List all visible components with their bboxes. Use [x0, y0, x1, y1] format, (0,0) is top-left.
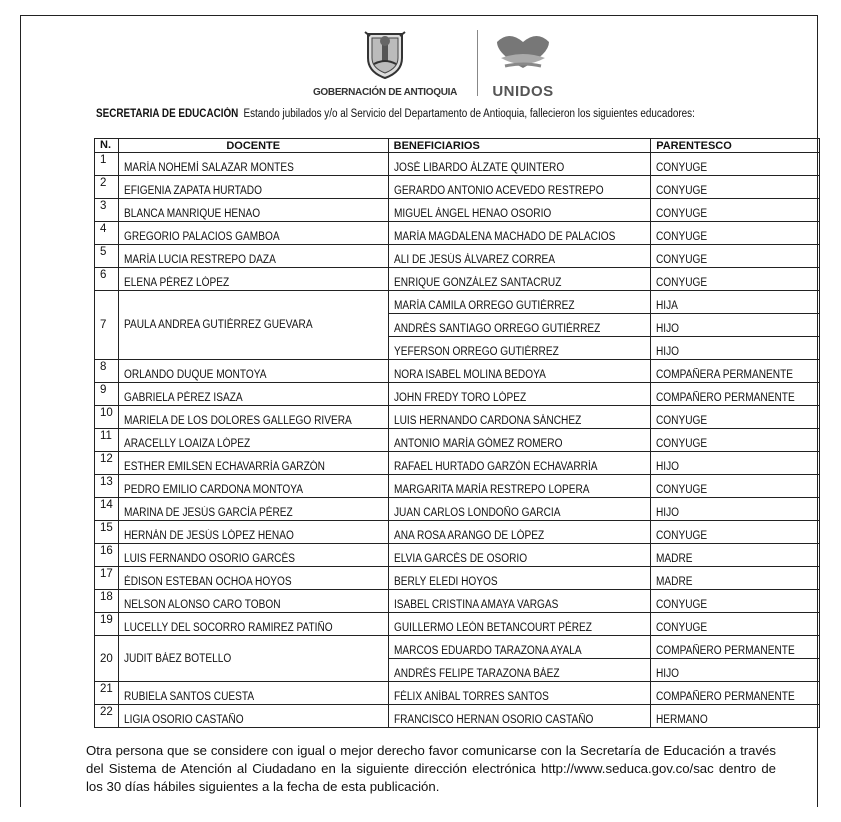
docente-name: MARÍA NOHEMÍ SALAZAR MONTES: [123, 162, 294, 174]
beneficiario-name: ELVIA GARCÉS DE OSORIO: [393, 553, 527, 565]
beneficiario-name: MARGARITA MARÍA RESTREPO LOPERA: [393, 484, 590, 496]
docente-cell: [118, 544, 388, 567]
parentesco-cell: [651, 383, 820, 406]
beneficiario-name: ENRIQUE GONZÁLEZ SANTACRUZ: [393, 277, 562, 289]
parentesco-value: HIJO: [656, 323, 680, 335]
beneficiario-name: ANA ROSA ARANGO DE LÓPEZ: [393, 530, 544, 542]
docente-name: NELSON ALONSO CARO TOBON: [123, 599, 281, 611]
parentesco-cell: [651, 222, 820, 245]
docente-cell: [118, 636, 388, 682]
beneficiario-cell: [388, 406, 651, 429]
docente-cell: [118, 498, 388, 521]
docente-cell: [118, 383, 388, 406]
parentesco-cell: [651, 613, 820, 636]
docente-name: GABRIELA PÉREZ ISAZA: [123, 392, 243, 404]
beneficiario-cell: [388, 705, 651, 728]
notice-heading: [96, 108, 695, 120]
table-row: [95, 452, 820, 475]
beneficiario-name: YEFERSON ORREGO GUTIÉRREZ: [393, 346, 559, 358]
beneficiario-cell: [388, 222, 651, 245]
beneficiario-cell: [388, 176, 651, 199]
row-number: 21: [95, 682, 119, 705]
row-number: 18: [95, 590, 119, 613]
docente-name: RUBIELA SANTOS CUESTA: [123, 691, 254, 703]
parentesco-cell: [651, 498, 820, 521]
row-number: 1: [95, 153, 119, 176]
parentesco-value: CONYUGE: [656, 185, 708, 197]
beneficiario-cell: [388, 268, 651, 291]
row-number: 4: [95, 222, 119, 245]
unidos-logo: [486, 28, 560, 100]
docente-name: GREGORIO PALACIOS GAMBOA: [123, 231, 280, 243]
parentesco-value: CONYUGE: [656, 162, 708, 174]
parentesco-value: MADRE: [656, 553, 693, 565]
beneficiario-cell: [388, 153, 651, 176]
parentesco-value: CONYUGE: [656, 599, 708, 611]
docente-cell: [118, 245, 388, 268]
docente-cell: [118, 567, 388, 590]
table-row: [95, 682, 820, 705]
table-row: [95, 429, 820, 452]
docente-name: MARINA DE JESÚS GARCÍA PÉREZ: [123, 507, 293, 519]
beneficiario-cell: [388, 659, 651, 682]
beneficiario-cell: [388, 521, 651, 544]
beneficiario-cell: [388, 360, 651, 383]
table-header-row: [95, 139, 820, 153]
table-row: [95, 498, 820, 521]
table-row: [95, 291, 820, 314]
row-number: 12: [95, 452, 119, 475]
docente-name: ELENA PÉREZ LÓPEZ: [123, 277, 229, 289]
beneficiario-cell: [388, 337, 651, 360]
table-row: [95, 199, 820, 222]
beneficiario-name: MARCOS EDUARDO TARAZONA AYALA: [393, 645, 582, 657]
docente-cell: [118, 705, 388, 728]
beneficiario-name: BERLY ELEDI HOYOS: [393, 576, 498, 588]
row-number: 11: [95, 429, 119, 452]
row-number: 16: [95, 544, 119, 567]
parentesco-value: HIJO: [656, 507, 680, 519]
table-row: [95, 590, 820, 613]
beneficiario-name: FRANCISCO HERNAN OSORIO CASTAÑO: [393, 714, 594, 726]
table-row: [95, 613, 820, 636]
row-number: 20: [95, 636, 119, 682]
table-row: [95, 544, 820, 567]
docente-cell: [118, 360, 388, 383]
parentesco-value: HIJO: [656, 346, 680, 358]
parentesco-value: CONYUGE: [656, 484, 708, 496]
parentesco-cell: [651, 199, 820, 222]
table-row: [95, 360, 820, 383]
parentesco-cell: [651, 636, 820, 659]
docente-name: ORLANDO DUQUE MONTOYA: [123, 369, 267, 381]
docente-cell: [118, 291, 388, 360]
parentesco-cell: [651, 268, 820, 291]
beneficiario-cell: [388, 498, 651, 521]
docente-cell: [118, 268, 388, 291]
parentesco-value: HIJA: [656, 300, 679, 312]
table-row: [95, 521, 820, 544]
beneficiario-name: MIGUEL ÁNGEL HENAO OSORIO: [393, 208, 551, 220]
beneficiario-name: JUAN CARLOS LONDOÑO GARCIA: [393, 507, 561, 519]
parentesco-value: CONYUGE: [656, 277, 708, 289]
docente-cell: [118, 153, 388, 176]
docente-name: LUCELLY DEL SOCORRO RAMIREZ PATIÑO: [123, 622, 333, 634]
beneficiario-cell: [388, 475, 651, 498]
docente-cell: [118, 613, 388, 636]
table-row: [95, 245, 820, 268]
parentesco-value: CONYUGE: [656, 231, 708, 243]
table-row: [95, 268, 820, 291]
header-docente: DOCENTE: [118, 139, 388, 153]
parentesco-cell: [651, 176, 820, 199]
beneficiario-name: MARÍA MAGDALENA MACHADO DE PALACIOS: [393, 231, 616, 243]
docente-cell: [118, 521, 388, 544]
row-number: 14: [95, 498, 119, 521]
parentesco-value: HIJO: [656, 668, 680, 680]
beneficiario-cell: [388, 682, 651, 705]
header-logos: [300, 28, 560, 100]
beneficiario-cell: [388, 245, 651, 268]
row-number: 13: [95, 475, 119, 498]
table-row: [95, 567, 820, 590]
beneficiario-name: ANDRÉS SANTIAGO ORREGO GUTIÉRREZ: [393, 323, 601, 335]
docente-name: EFIGENIA ZAPATA HURTADO: [123, 185, 262, 197]
parentesco-value: CONYUGE: [656, 530, 708, 542]
docente-name: MARIELA DE LOS DOLORES GALLEGO RIVERA: [123, 415, 352, 427]
parentesco-cell: [651, 291, 820, 314]
parentesco-cell: [651, 544, 820, 567]
parentesco-value: CONYUGE: [656, 415, 708, 427]
beneficiario-cell: [388, 314, 651, 337]
row-number: 17: [95, 567, 119, 590]
beneficiario-name: FÉLIX ANÍBAL TORRES SANTOS: [393, 691, 549, 703]
parentesco-cell: [651, 314, 820, 337]
docente-cell: [118, 429, 388, 452]
row-number: 19: [95, 613, 119, 636]
header-parentesco: PARENTESCO: [651, 139, 820, 153]
table-row: [95, 475, 820, 498]
header-beneficiarios: BENEFICIARIOS: [388, 139, 651, 153]
beneficiario-cell: [388, 613, 651, 636]
parentesco-value: HERMANO: [656, 714, 708, 726]
parentesco-value: MADRE: [656, 576, 693, 588]
beneficiario-name: ANTONIO MARÍA GÓMEZ ROMERO: [393, 438, 563, 450]
parentesco-cell: [651, 521, 820, 544]
unidos-logo-text: UNIDOS: [492, 83, 554, 100]
row-number: 10: [95, 406, 119, 429]
row-number: 22: [95, 705, 119, 728]
docente-name: HERNÁN DE JESÚS LÓPEZ HENAO: [123, 530, 294, 542]
beneficiario-cell: [388, 590, 651, 613]
docente-cell: [118, 406, 388, 429]
row-number: 2: [95, 176, 119, 199]
row-number: 3: [95, 199, 119, 222]
docente-name: JUDIT BÁEZ BOTELLO: [123, 652, 232, 665]
logo-divider: [477, 30, 478, 96]
beneficiario-name: NORA ISABEL MOLINA BEDOYA: [393, 369, 546, 381]
docente-cell: [118, 176, 388, 199]
table-row: [95, 222, 820, 245]
beneficiario-name: MARÍA CAMILA ORREGO GUTIÉRREZ: [393, 300, 575, 312]
docente-name: ARACELLY LOAIZA LÓPEZ: [123, 438, 250, 450]
docente-name: LIGIA OSORIO CASTAÑO: [123, 714, 244, 726]
beneficiario-cell: [388, 291, 651, 314]
parentesco-cell: [651, 245, 820, 268]
parentesco-cell: [651, 590, 820, 613]
table-body: [95, 153, 820, 728]
parentesco-value: CONYUGE: [656, 438, 708, 450]
parentesco-cell: [651, 153, 820, 176]
parentesco-value: HIJO: [656, 461, 680, 473]
beneficiario-cell: [388, 567, 651, 590]
row-number: 7: [95, 291, 119, 360]
parentesco-cell: [651, 475, 820, 498]
heading-text: Estando jubilados y/o al Servicio del Departamento de Antioquia, fallecieron los siguientes educadores:: [243, 108, 695, 120]
beneficiario-name: LUIS HERNANDO CARDONA SÁNCHEZ: [393, 415, 581, 427]
unidos-mountains-icon: [493, 28, 553, 78]
parentesco-value: COMPAÑERO PERMANENTE: [656, 691, 795, 703]
parentesco-value: CONYUGE: [656, 254, 708, 266]
table-row: [95, 705, 820, 728]
row-number: 5: [95, 245, 119, 268]
docente-cell: [118, 222, 388, 245]
table-row: [95, 153, 820, 176]
parentesco-cell: [651, 360, 820, 383]
docente-cell: [118, 682, 388, 705]
beneficiario-cell: [388, 636, 651, 659]
beneficiario-cell: [388, 199, 651, 222]
beneficiario-cell: [388, 383, 651, 406]
row-number: 9: [95, 383, 119, 406]
parentesco-cell: [651, 429, 820, 452]
row-number: 15: [95, 521, 119, 544]
beneficiario-cell: [388, 429, 651, 452]
parentesco-cell: [651, 567, 820, 590]
docente-name: ESTHER EMILSEN ECHAVARRÍA GARZÓN: [123, 461, 325, 473]
docente-name: MARÍA LUCIA RESTREPO DAZA: [123, 254, 276, 266]
beneficiario-name: RAFAEL HURTADO GARZÓN ECHAVARRÍA: [393, 461, 598, 473]
parentesco-cell: [651, 406, 820, 429]
row-number: 8: [95, 360, 119, 383]
table-row: [95, 636, 820, 659]
beneficiario-name: GERARDO ANTONIO ACEVEDO RESTREPO: [393, 185, 604, 197]
parentesco-cell: [651, 337, 820, 360]
beneficiario-name: ANDRÉS FELIPE TARAZONA BÁEZ: [393, 668, 560, 680]
docente-name: BLANCA MANRIQUE HENAO: [123, 208, 260, 220]
beneficiario-cell: [388, 544, 651, 567]
gobernacion-logo-text: GOBERNACIÓN DE ANTIOQUIA: [312, 87, 458, 98]
parentesco-cell: [651, 705, 820, 728]
coat-of-arms-icon: [362, 28, 408, 80]
row-number: 6: [95, 268, 119, 291]
parentesco-cell: [651, 682, 820, 705]
parentesco-value: CONYUGE: [656, 208, 708, 220]
docente-name: ÉDISON ESTEBAN OCHOA HOYOS: [123, 576, 292, 588]
parentesco-value: COMPAÑERO PERMANENTE: [656, 645, 795, 657]
parentesco-value: COMPAÑERA PERMANENTE: [656, 369, 794, 381]
beneficiario-name: GUILLERMO LEÓN BETANCOURT PÉREZ: [393, 622, 592, 634]
educators-table: [94, 138, 820, 728]
beneficiario-name: ALI DE JESÚS ÁLVAREZ CORREA: [393, 254, 555, 266]
table-row: [95, 406, 820, 429]
header-n: N.: [95, 139, 119, 153]
docente-name: LUIS FERNANDO OSORIO GARCÉS: [123, 553, 295, 565]
beneficiario-name: ISABEL CRISTINA AMAYA VARGAS: [393, 599, 559, 611]
parentesco-value: COMPAÑERO PERMANENTE: [656, 392, 795, 404]
beneficiario-name: JOHN FREDY TORO LÓPEZ: [393, 392, 526, 404]
parentesco-cell: [651, 659, 820, 682]
heading-secretaria: SECRETARIA DE EDUCACIÓN: [96, 108, 239, 120]
beneficiario-name: JOSÉ LIBARDO ÁLZATE QUINTERO: [393, 162, 564, 174]
parentesco-cell: [651, 452, 820, 475]
parentesco-value: CONYUGE: [656, 622, 708, 634]
footer-note: Otra persona que se considere con igual o mejor derecho favor comunicarse con la Secretaría de Educación a través del Sistema de Atención al Ciudadano en la siguiente dirección electrónica http://www.seduca.gov.co/sac dentro de los 30 días hábiles siguientes a la fecha de esta publicación.: [86, 743, 776, 794]
docente-cell: [118, 452, 388, 475]
table-row: [95, 176, 820, 199]
docente-cell: [118, 590, 388, 613]
docente-cell: [118, 475, 388, 498]
gobernacion-logo: [300, 28, 470, 100]
docente-name: PAULA ANDREA GUTIÉRREZ GUEVARA: [123, 319, 313, 331]
beneficiario-cell: [388, 452, 651, 475]
table-row: [95, 383, 820, 406]
docente-cell: [118, 199, 388, 222]
docente-name: PEDRO EMILIO CARDONA MONTOYA: [123, 484, 303, 496]
